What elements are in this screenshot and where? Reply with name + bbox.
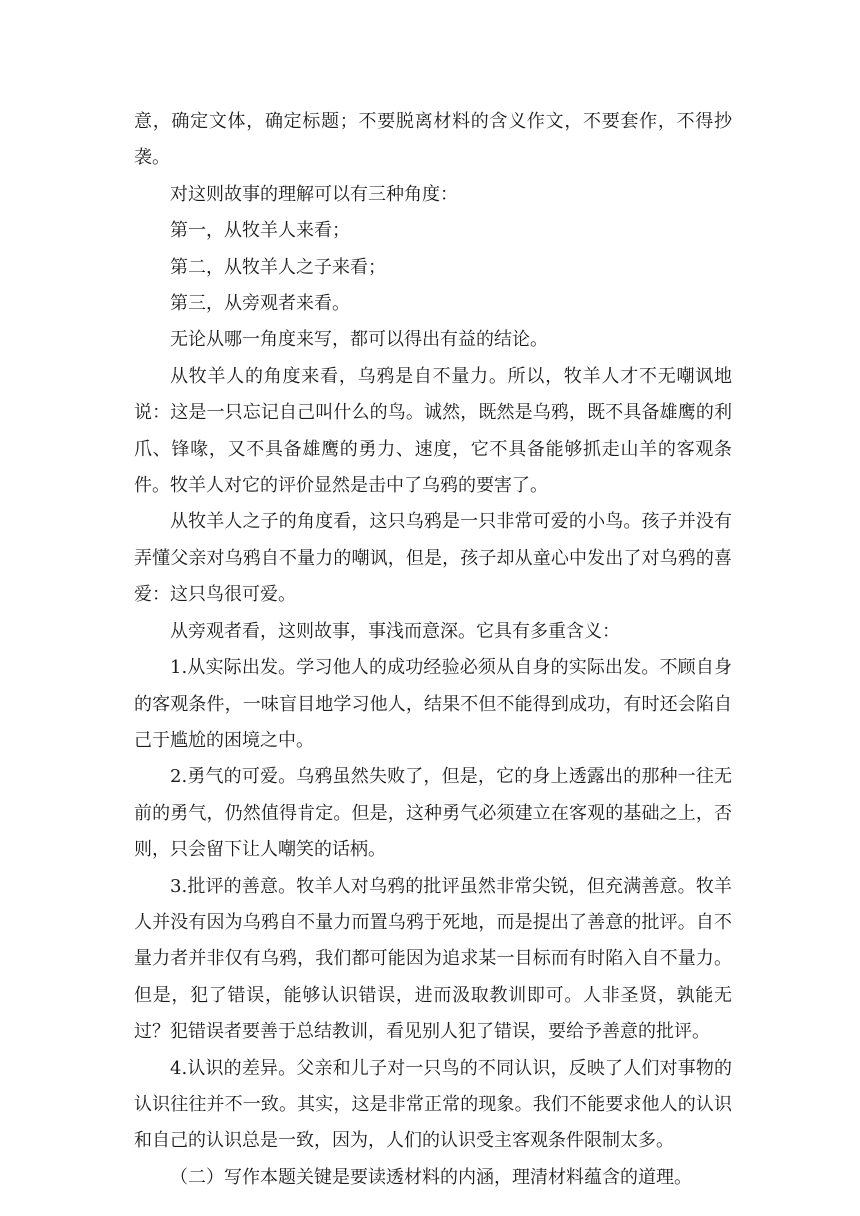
paragraph-2: 对这则故事的理解可以有三种角度： (170, 183, 458, 205)
document-body (134, 104, 732, 1196)
paragraph-13: 4.认识的差异。父亲和儿子对一只鸟的不同认识，反映了人们对事物的认识往往并不一致。其实，这是非常正常的现象。我们不能要求他人的认识和自己的认识总是一致，因为，人们的认识受主客观条件限制太多。 (134, 1057, 732, 1152)
paragraph-8: 从牧羊人之子的角度看，这只乌鸦是一只非常可爱的小鸟。孩子并没有弄懂父亲对乌鸦自不量力的嘲讽，但是，孩子却从童心中发出了对乌鸦的喜爱：这只鸟很可爱。 (134, 511, 732, 606)
paragraph-14: （二）写作本题关键是要读透材料的内涵，理清材料蕴含的道理。 (170, 1166, 692, 1188)
paragraph-12: 3.批评的善意。牧羊人对乌鸦的批评虽然非常尖锐，但充满善意。牧羊人并没有因为乌鸦自不量力而置乌鸦于死地，而是提出了善意的批评。自不量力者并非仅有乌鸦，我们都可能因为追求某一目标而有时陷入自不量力。但是，犯了错误，能够认识错误，进而汲取教训即可。人非圣贤，孰能无过？犯错误者要善于总结教训，看见别人犯了错误，要给予善意的批评。 (134, 875, 732, 1043)
paragraph-3: 第一，从牧羊人来看； (170, 220, 350, 242)
paragraph-7: 从牧羊人的角度来看，乌鸦是自不量力。所以，牧羊人才不无嘲讽地说：这是一只忘记自己叫什么的鸟。诚然，既然是乌鸦，既不具备雄鹰的利爪、锋喙，又不具备雄鹰的勇力、速度，它不具备能够抓走山羊的客观条件。牧羊人对它的评价显然是击中了乌鸦的要害了。 (134, 365, 732, 497)
paragraph-6: 无论从哪一角度来写，都可以得出有益的结论。 (170, 329, 548, 351)
paragraph-10: 1.从实际出发。学习他人的成功经验必须从自身的实际出发。不顾自身的客观条件，一味盲目地学习他人，结果不但不能得到成功，有时还会陷自己于尴尬的困境之中。 (134, 657, 732, 751)
paragraph-11: 2.勇气的可爱。乌鸦虽然失败了，但是，它的身上透露出的那种一往无前的勇气，仍然值得肯定。但是，这种勇气必须建立在客观的基础之上，否则，只会留下让人嘲笑的话柄。 (134, 766, 732, 861)
paragraph-1: 意，确定文体，确定标题；不要脱离材料的含义作文，不要套作，不得抄袭。 (134, 111, 732, 169)
paragraph-4: 第二，从牧羊人之子来看； (170, 256, 386, 278)
paragraph-5: 第三，从旁观者来看。 (170, 293, 350, 315)
paragraph-9: 从旁观者看，这则故事，事浅而意深。它具有多重含义： (170, 620, 620, 642)
